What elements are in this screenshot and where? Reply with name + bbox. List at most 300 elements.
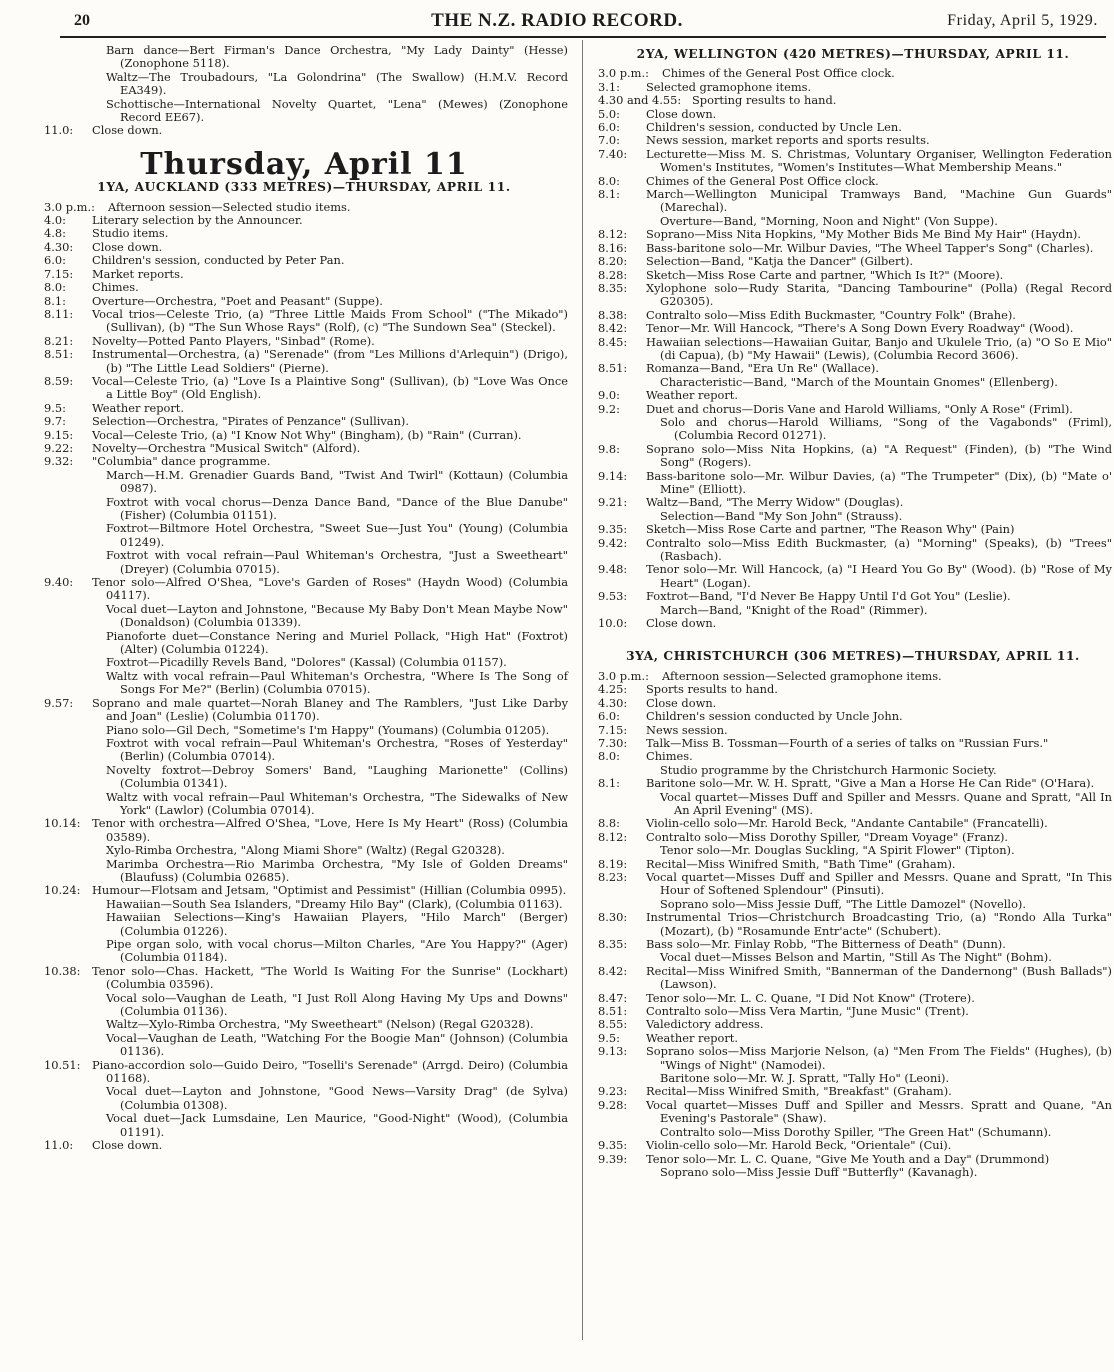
programme-text: Bass solo—Mr. Finlay Robb, "The Bitterness of Death" (Dunn). <box>646 937 1006 951</box>
programme-time: 6.0: <box>44 253 66 268</box>
programme-item <box>594 1072 1112 1085</box>
programme-time: 8.42: <box>598 963 628 978</box>
programme-text: Xylo-Rimba Orchestra, "Along Miami Shore" (Waltz) (Regal G20328). <box>106 843 505 858</box>
programme-item <box>40 764 568 791</box>
programme-item <box>594 443 1112 470</box>
programme-item <box>40 1112 568 1139</box>
programme-time: 4.30: <box>44 239 74 254</box>
programme-text: Vocal duet—Jack Lumsdaine, Len Maurice, "Good-Night" (Wood), (Columbia 01191). <box>106 1111 568 1139</box>
programme-text: Studio items. <box>92 226 169 241</box>
programme-text: Children's session, conducted by Peter Pan. <box>92 253 345 268</box>
programme-text: Contralto solo—Miss Vera Martin, "June Music" (Trent). <box>646 1004 969 1019</box>
station-heading-1ya: 1YA, AUCKLAND (333 METRES)—THURSDAY, APRIL 11. <box>97 180 511 195</box>
programme-text: Tenor solo—Mr. L. C. Quane, "I Did Not Know" (Trotere). <box>646 990 975 1005</box>
programme-time: 8.47: <box>598 990 628 1005</box>
programme-time: 4.30: <box>598 695 628 710</box>
programme-time: 9.15: <box>44 427 74 442</box>
programme-text: "Columbia" dance programme. <box>92 454 271 469</box>
programme-text: Contralto solo—Miss Edith Buckmaster, "Country Folk" (Brahe). <box>646 307 1016 322</box>
programme-time: 4.30 and 4.55: <box>598 93 682 108</box>
programme-item <box>40 227 568 240</box>
programme-item <box>40 630 568 657</box>
programme-text: Sketch—Miss Rose Carte and partner, "Which Is It?" (Moore). <box>646 267 1004 282</box>
programme-text: Literary selection by the Announcer. <box>92 213 303 228</box>
programme-item <box>594 389 1112 402</box>
programme-text: Waltz—Xylo-Rimba Orchestra, "My Sweetheart" (Nelson) (Regal G20328). <box>106 1017 534 1032</box>
issue-date: Friday, April 5, 1929. <box>947 12 1098 29</box>
programme-item <box>594 817 1112 830</box>
programme-item <box>40 522 568 549</box>
programme-item <box>40 697 568 724</box>
programme-time: 8.12: <box>598 829 628 844</box>
programme-text: Soprano and male quartet—Norah Blaney and The Ramblers, "Just Like Darby and Joan" (Leslie) (Columbia 01170). <box>92 695 568 724</box>
programme-text: Vocal duet—Misses Belson and Martin, "Still As The Night" (Bohm). <box>660 950 1052 965</box>
programme-item <box>40 335 568 348</box>
programme-text: Selected gramophone items. <box>646 79 812 94</box>
programme-item <box>594 228 1112 241</box>
programme-item <box>40 965 568 992</box>
programme-time: 9.57: <box>44 695 74 710</box>
programme-text: Xylophone solo—Rudy Starita, "Dancing Tambourine" (Polla) (Regal Record G20305). <box>646 280 1112 309</box>
programme-time: 8.23: <box>598 869 628 884</box>
programme-time: 10.38: <box>44 963 81 978</box>
programme-text: Weather report. <box>92 400 185 415</box>
programme-text: Sketch—Miss Rose Carte and partner, "The Reason Why" (Pain) <box>646 522 1015 537</box>
programme-text: Close down. <box>646 695 717 710</box>
programme-text: Chimes of the General Post Office clock. <box>662 66 895 81</box>
programme-item <box>40 308 568 335</box>
programme-time: 9.13: <box>598 1044 628 1059</box>
programme-item <box>40 898 568 911</box>
programme-item <box>594 175 1112 188</box>
programme-item <box>40 911 568 938</box>
programme-item <box>594 590 1112 603</box>
programme-item <box>40 268 568 281</box>
programme-text: Waltz with vocal refrain—Paul Whiteman's Orchestra, "Where Is The Song of Songs For Me?" (Berlin) (Columbia 07015). <box>106 668 568 697</box>
programme-text: Weather report. <box>646 1030 739 1045</box>
programme-text: Vocal solo—Vaughan de Leath, "I Just Roll Along Having My Ups and Downs" (Columbia 01136). <box>106 990 568 1019</box>
programme-text: Close down. <box>646 106 717 121</box>
programme-time: 8.35: <box>598 937 628 951</box>
programme-text: Hawaiian selections—Hawaiian Guitar, Banjo and Ukulele Trio, (a) "O So E Mio" (di Capua), (b) "My Hawaii" (Lewis), (Columbia Record 3606). <box>646 334 1112 362</box>
programme-text: Close down. <box>646 616 717 631</box>
programme-item <box>40 656 568 669</box>
programme-text: Vocal—Vaughan de Leath, "Watching For the Boogie Man" (Johnson) (Columbia 01136). <box>106 1030 568 1059</box>
programme-time: 8.0: <box>598 173 620 188</box>
programme-text: News session, market reports and sports results. <box>646 133 930 148</box>
programme-item <box>40 469 568 496</box>
programme-item <box>594 523 1112 536</box>
programme-text: Schottische—International Novelty Quartet, "Lena" (Mewes) (Zonophone Record EE67). <box>106 96 568 125</box>
programme-item <box>40 1085 568 1112</box>
programme-text: Characteristic—Band, "March of the Mountain Gnomes" (Ellenberg). <box>660 374 1058 389</box>
programme-time: 9.53: <box>598 589 628 604</box>
programme-time: 9.35: <box>598 1138 628 1153</box>
programme-time: 8.0: <box>598 749 620 764</box>
programme-item <box>40 1139 568 1152</box>
programme-list-2ya <box>594 67 1112 630</box>
programme-time: 8.1: <box>44 293 66 308</box>
programme-item <box>594 510 1112 523</box>
programme-text: Baritone solo—Mr. W. H. Spratt, "Give a Man a Horse He Can Ride" (O'Hara). <box>646 776 1095 791</box>
programme-text: Talk—Miss B. Tossman—Fourth of a series of talks on "Russian Furs." <box>646 735 1049 750</box>
programme-text: Vocal quartet—Misses Duff and Spiller and Messrs. Spratt and Quane, "An Evening's Pastorale" (Shaw). <box>646 1097 1112 1126</box>
programme-time: 9.39: <box>598 1151 628 1166</box>
programme-text: Close down. <box>92 1138 163 1153</box>
programme-item <box>40 938 568 965</box>
programme-text: Tenor solo—Chas. Hackett, "The World Is Waiting For the Sunrise" (Lockhart) (Columbia 03596). <box>92 963 568 992</box>
programme-item <box>594 965 1112 992</box>
programme-item <box>40 241 568 254</box>
programme-item <box>40 71 568 98</box>
programme-text: Soprano solo—Miss Jessie Duff, "The Little Damozel" (Novello). <box>660 896 1026 911</box>
programme-item <box>40 817 568 844</box>
masthead: THE N.Z. RADIO RECORD. <box>431 10 683 31</box>
programme-time: 8.0: <box>44 280 66 295</box>
programme-item <box>594 871 1112 898</box>
programme-text: Recital—Miss Winifred Smith, "Breakfast" (Graham). <box>646 1084 952 1099</box>
page-header <box>0 8 1114 34</box>
day-title: Thursday, April 11 <box>140 146 468 182</box>
programme-text: Market reports. <box>92 266 184 281</box>
programme-text: Tenor solo—Mr. L. C. Quane, "Give Me Youth and a Day" (Drummond) <box>646 1151 1050 1166</box>
programme-text: Overture—Band, "Morning, Noon and Night" (Von Suppe). <box>660 213 998 228</box>
programme-text: Afternoon session—Selected gramophone items. <box>662 668 942 683</box>
programme-item <box>594 844 1112 857</box>
programme-text: Bass-baritone solo—Mr. Wilbur Davies, "The Wheel Tapper's Song" (Charles). <box>646 240 1094 255</box>
programme-text: Foxtrot with vocal refrain—Paul Whiteman's Orchestra, "Roses of Yesterday" (Berlin) (Columbia 07014). <box>106 735 568 764</box>
programme-item <box>594 710 1112 723</box>
programme-item <box>594 255 1112 268</box>
programme-time: 9.35: <box>598 522 628 537</box>
programme-list-3ya <box>594 670 1112 1179</box>
programme-item <box>594 81 1112 94</box>
programme-time: 8.51: <box>598 361 628 376</box>
programme-time: 8.51: <box>44 347 74 362</box>
programme-time: 8.12: <box>598 227 628 242</box>
programme-text: Vocal duet—Layton and Johnstone, "Good News—Varsity Drag" (de Sylva) (Columbia 01308). <box>106 1084 568 1112</box>
programme-time: 10.51: <box>44 1057 81 1072</box>
station-heading-2ya: 2YA, WELLINGTON (420 METRES)—THURSDAY, APRIL 11. <box>636 47 1070 61</box>
programme-text: Piano-accordion solo—Guido Deiro, "Toselli's Serenade" (Arrgd. Deiro) (Columbia 01168). <box>92 1057 568 1086</box>
programme-item <box>594 537 1112 564</box>
programme-time: 9.23: <box>598 1084 628 1099</box>
programme-time: 9.5: <box>598 1030 620 1045</box>
programme-item <box>40 884 568 897</box>
programme-text: Barn dance—Bert Firman's Dance Orchestra, "My Lady Dainty" (Hesse) (Zonophone 5118). <box>106 43 568 71</box>
programme-time: 8.51: <box>598 1004 628 1019</box>
programme-time: 8.38: <box>598 307 628 322</box>
programme-text: News session. <box>646 722 728 737</box>
programme-text: Selection—Band, "Katja the Dancer" (Gilbert). <box>646 254 914 269</box>
programme-text: Vocal quartet—Misses Duff and Spiller and Messrs. Quane and Spratt, "In This Hour of Softened Splendour" (Pinsuti). <box>646 869 1112 898</box>
programme-text: Tenor solo—Mr. Douglas Suckling, "A Spirit Flower" (Tipton). <box>660 843 1015 858</box>
programme-time: 7.15: <box>44 266 74 281</box>
programme-text: Chimes. <box>646 749 693 764</box>
programme-item <box>594 951 1112 964</box>
programme-text: Children's session, conducted by Uncle Len. <box>646 120 902 135</box>
programme-text: March—Wellington Municipal Tramways Band, "Machine Gun Guards" (Marechal). <box>646 187 1112 215</box>
programme-text: Sports results to hand. <box>646 682 778 697</box>
programme-item <box>40 44 568 71</box>
programme-time: 9.0: <box>598 388 620 403</box>
programme-time: 8.55: <box>598 1017 628 1032</box>
programme-item <box>40 281 568 294</box>
programme-text: Instrumental Trios—Christchurch Broadcasting Trio, (a) "Rondo Alla Turka" (Mozart), (b) "Rosamunde Entr'acte" (Schubert). <box>646 910 1112 938</box>
programme-text: Chimes. <box>92 280 139 295</box>
programme-item <box>594 309 1112 322</box>
programme-text: Contralto solo—Miss Dorothy Spiller, "Dream Voyage" (Franz). <box>646 829 1009 844</box>
programme-item <box>594 94 1112 107</box>
programme-item <box>594 1166 1112 1179</box>
programme-item <box>40 496 568 523</box>
programme-text: Waltz with vocal refrain—Paul Whiteman's Orchestra, "The Sidewalks of New York" (Lawlor) (Columbia 07014). <box>106 789 568 817</box>
programme-text: Recital—Miss Winifred Smith, "Bath Time" (Graham). <box>646 856 956 871</box>
programme-item <box>594 831 1112 844</box>
page-number: 20 <box>74 12 90 29</box>
programme-text: Overture—Orchestra, "Poet and Peasant" (Suppe). <box>92 293 383 308</box>
programme-text: Romanza—Band, "Era Un Re" (Wallace). <box>646 361 879 376</box>
programme-item <box>40 576 568 603</box>
programme-item <box>594 336 1112 363</box>
programme-time: 9.28: <box>598 1097 628 1112</box>
programme-item <box>594 1085 1112 1098</box>
right-column <box>594 44 1112 1179</box>
programme-time: 7.15: <box>598 722 628 737</box>
programme-time: 8.21: <box>44 333 74 348</box>
programme-time: 9.21: <box>598 495 628 510</box>
programme-item <box>594 322 1112 335</box>
programme-item <box>40 98 568 125</box>
programme-text: Selection—Band "My Son John" (Strauss). <box>660 508 903 523</box>
programme-item <box>40 844 568 857</box>
programme-time: 3.1: <box>598 79 620 94</box>
programme-time: 4.8: <box>44 226 66 241</box>
programme-item <box>594 737 1112 750</box>
programme-time: 8.11: <box>44 306 74 321</box>
programme-text: Children's session conducted by Uncle John. <box>646 709 903 724</box>
programme-item <box>594 724 1112 737</box>
programme-time: 7.0: <box>598 133 620 148</box>
programme-item <box>594 858 1112 871</box>
programme-time: 9.14: <box>598 468 628 483</box>
programme-text: Baritone solo—Mr. W. J. Spratt, "Tally Ho" (Leoni). <box>660 1071 950 1086</box>
programme-item <box>594 604 1112 617</box>
programme-item <box>594 269 1112 282</box>
programme-item <box>40 1059 568 1086</box>
programme-text: Piano solo—Gil Dech, "Sometime's I'm Happy" (Youmans) (Columbia 01205). <box>106 722 550 737</box>
programme-item <box>594 683 1112 696</box>
programme-text: Foxtrot—Picadilly Revels Band, "Dolores" (Kassal) (Columbia 01157). <box>106 655 507 670</box>
programme-text: Studio programme by the Christchurch Harmonic Society. <box>660 762 997 777</box>
programme-time: 5.0: <box>598 106 620 121</box>
programme-text: Vocal quartet—Misses Duff and Spiller and Messrs. Quane and Spratt, "All In An April Evening" (MS). <box>660 789 1112 817</box>
programme-text: Tenor—Mr. Will Hancock, "There's A Song Down Every Roadway" (Wood). <box>646 321 1074 336</box>
programme-list-1ya <box>40 201 568 1153</box>
programme-item <box>594 108 1112 121</box>
programme-item <box>594 1099 1112 1126</box>
programme-item <box>40 348 568 375</box>
programme-item <box>594 376 1112 389</box>
programme-item <box>594 1005 1112 1018</box>
programme-time: 4.0: <box>44 213 66 228</box>
programme-item <box>594 992 1112 1005</box>
programme-item <box>594 697 1112 710</box>
programme-time: 3.0 p.m.: <box>44 199 95 214</box>
programme-time: 9.2: <box>598 401 620 416</box>
programme-text: Chimes of the General Post Office clock. <box>646 173 879 188</box>
programme-item <box>594 148 1112 175</box>
programme-item <box>594 1018 1112 1031</box>
programme-text: Lecturette—Miss M. S. Christmas, Voluntary Organiser, Wellington Federation Women's Institutes, "Women's Institutes—What Membership Means." <box>646 146 1112 175</box>
programme-text: Novelty—Orchestra "Musical Switch" (Alford). <box>92 440 361 455</box>
programme-time: 9.42: <box>598 535 628 550</box>
column-divider <box>582 40 583 1340</box>
programme-item <box>40 375 568 402</box>
programme-item <box>40 1032 568 1059</box>
programme-text: Soprano solo—Miss Jessie Duff "Butterfly" (Kavanagh). <box>660 1164 978 1179</box>
programme-item <box>40 603 568 630</box>
programme-time: 11.0: <box>44 123 74 138</box>
programme-text: Contralto solo—Miss Dorothy Spiller, "The Green Hat" (Schumann). <box>660 1124 1052 1139</box>
programme-text: Weather report. <box>646 388 739 403</box>
programme-text: Soprano solo—Miss Nita Hopkins, (a) "A Request" (Finden), (b) "The Wind Song" (Rogers). <box>646 441 1112 470</box>
programme-item <box>594 242 1112 255</box>
programme-item <box>594 282 1112 309</box>
programme-time: 8.45: <box>598 334 628 349</box>
programme-text: March—H.M. Grenadier Guards Band, "Twist And Twirl" (Kottaun) (Columbia 0987). <box>106 467 568 496</box>
programme-item <box>40 992 568 1019</box>
programme-text: Contralto solo—Miss Edith Buckmaster, (a) "Morning" (Speaks), (b) "Trees" (Rasbach). <box>646 535 1112 564</box>
programme-text: Hawaiian—South Sea Islanders, "Dreamy Hilo Bay" (Clark), (Columbia 01163). <box>106 896 563 911</box>
programme-text: Hawaiian Selections—King's Hawaiian Players, "Hilo March" (Berger) (Columbia 01226). <box>106 910 568 938</box>
programme-item <box>40 724 568 737</box>
programme-text: Vocal trios—Celeste Trio, (a) "Three Little Maids From School" ("The Mikado") (Sullivan), (b) "The Sun Whose Rays" (Rolf), (c) "The Sundown Sea" (Steckel). <box>92 306 568 335</box>
programme-item <box>594 791 1112 818</box>
programme-time: 8.59: <box>44 373 74 388</box>
programme-item <box>40 295 568 308</box>
programme-text: Selection—Orchestra, "Pirates of Penzance" (Sullivan). <box>92 414 409 429</box>
programme-item <box>40 201 568 214</box>
programme-item <box>594 1139 1112 1152</box>
programme-time: 9.40: <box>44 575 74 590</box>
programme-text: Violin-cello solo—Mr. Harold Beck, "Orientale" (Cui). <box>646 1138 952 1153</box>
programme-item <box>594 496 1112 509</box>
programme-item <box>40 858 568 885</box>
previous-programme-tail <box>40 44 568 138</box>
programme-time: 6.0: <box>598 120 620 135</box>
programme-time: 8.42: <box>598 321 628 336</box>
programme-text: Humour—Flotsam and Jetsam, "Optimist and Pessimist" (Hillian (Columbia 0995). <box>92 883 567 898</box>
programme-item <box>40 402 568 415</box>
programme-time: 9.48: <box>598 562 628 577</box>
programme-item <box>594 1032 1112 1045</box>
programme-item <box>594 134 1112 147</box>
programme-time: 8.1: <box>598 187 620 202</box>
programme-text: Foxtrot—Biltmore Hotel Orchestra, "Sweet Sue—Just You" (Young) (Columbia 01249). <box>106 521 568 549</box>
programme-text: Tenor solo—Mr. Will Hancock, (a) "I Heard You Go By" (Wood). (b) "Rose of My Heart" (Logan). <box>646 562 1112 590</box>
programme-time: 9.8: <box>598 441 620 456</box>
programme-text: Waltz—Band, "The Merry Widow" (Douglas). <box>646 495 904 510</box>
programme-time: 10.0: <box>598 616 628 631</box>
programme-text: Afternoon session—Selected studio items. <box>108 199 351 214</box>
programme-time: 8.28: <box>598 267 628 282</box>
programme-time: 11.0: <box>44 1138 74 1153</box>
programme-item <box>594 777 1112 790</box>
programme-text: Foxtrot with vocal chorus—Denza Dance Band, "Dance of the Blue Danube" (Fisher) (Columbia 01151). <box>106 494 568 522</box>
programme-item <box>40 442 568 455</box>
programme-time: 7.40: <box>598 146 628 161</box>
programme-time: 8.30: <box>598 910 628 925</box>
programme-text: Close down. <box>92 239 163 254</box>
programme-text: Pipe organ solo, with vocal chorus—Milton Charles, "Are You Happy?" (Ager) (Columbia 01184). <box>106 937 568 965</box>
programme-item <box>594 470 1112 497</box>
programme-time: 3.0 p.m.: <box>598 668 649 683</box>
programme-text: Waltz—The Troubadours, "La Golondrina" (The Swallow) (H.M.V. Record EA349). <box>106 69 568 98</box>
programme-text: Novelty—Potted Panto Players, "Sinbad" (Rome). <box>92 333 375 348</box>
programme-text: Foxtrot with vocal refrain—Paul Whiteman's Orchestra, "Just a Sweetheart" (Dreyer) (Columbia 07015). <box>106 548 568 576</box>
programme-time: 9.22: <box>44 440 74 455</box>
programme-text: Soprano—Miss Nita Hopkins, "My Mother Bids Me Bind My Hair" (Haydn). <box>646 227 1081 242</box>
programme-text: Recital—Miss Winifred Smith, "Bannerman of the Dandernong" (Bush Ballads") (Lawson). <box>646 963 1112 992</box>
programme-text: Vocal—Celeste Trio, (a) "Love Is a Plaintive Song" (Sullivan), (b) "Love Was Once a Little Boy" (Old English). <box>92 373 568 402</box>
programme-item <box>40 455 568 468</box>
programme-time: 8.35: <box>598 280 628 295</box>
programme-time: 9.32: <box>44 454 74 469</box>
programme-text: Tenor with orchestra—Alfred O'Shea, "Love, Here Is My Heart" (Ross) (Columbia 03589). <box>92 816 568 844</box>
programme-text: Duet and chorus—Doris Vane and Harold Williams, "Only A Rose" (Friml). <box>646 401 1073 416</box>
programme-item <box>40 415 568 428</box>
programme-item <box>594 617 1112 630</box>
programme-item <box>40 670 568 697</box>
programme-time: 8.8: <box>598 816 620 831</box>
programme-item <box>594 215 1112 228</box>
programme-item <box>40 429 568 442</box>
station-heading-3ya: 3YA, CHRISTCHURCH (306 METRES)—THURSDAY, APRIL 11. <box>626 649 1080 664</box>
programme-time: 8.1: <box>598 776 620 791</box>
programme-item <box>594 670 1112 683</box>
programme-item <box>594 938 1112 951</box>
programme-text: Vocal duet—Layton and Johnstone, "Because My Baby Don't Mean Maybe Now" (Donaldson) (Columbia 01339). <box>106 601 568 630</box>
programme-item <box>40 791 568 818</box>
programme-item <box>594 1045 1112 1072</box>
programme-text: Sporting results to hand. <box>692 93 837 108</box>
programme-text: Violin-cello solo—Mr. Harold Beck, "Andante Cantabile" (Francatelli). <box>646 816 1048 831</box>
programme-time: 9.5: <box>44 400 66 415</box>
programme-item <box>40 214 568 227</box>
header-rule <box>60 36 1106 38</box>
programme-item <box>594 750 1112 763</box>
programme-time: 7.30: <box>598 735 628 750</box>
programme-item <box>594 1126 1112 1139</box>
programme-time: 3.0 p.m.: <box>598 66 649 81</box>
programme-item <box>594 1153 1112 1166</box>
programme-item <box>594 362 1112 375</box>
programme-item <box>594 416 1112 443</box>
programme-text: Tenor solo—Alfred O'Shea, "Love's Garden of Roses" (Haydn Wood) (Columbia 04117). <box>92 575 568 603</box>
programme-time: 9.7: <box>44 414 66 429</box>
programme-item <box>594 121 1112 134</box>
programme-text: Pianoforte duet—Constance Nering and Muriel Pollack, "High Hat" (Foxtrot) (Alter) (Columbia 01224). <box>106 628 568 657</box>
programme-text: Foxtrot—Band, "I'd Never Be Happy Until I'd Got You" (Leslie). <box>646 589 1011 604</box>
programme-text: March—Band, "Knight of the Road" (Rimmer). <box>660 602 928 617</box>
programme-text: Novelty foxtrot—Debroy Somers' Band, "Laughing Marionette" (Collins) (Columbia 01341). <box>106 762 568 791</box>
left-column <box>40 44 568 1153</box>
programme-text: Close down. <box>92 123 163 138</box>
programme-item <box>594 911 1112 938</box>
programme-time: 8.20: <box>598 254 628 269</box>
programme-text: Soprano solos—Miss Marjorie Nelson, (a) "Men From The Fields" (Hughes), (b) "Wings of Night" (Namodei). <box>646 1044 1112 1072</box>
